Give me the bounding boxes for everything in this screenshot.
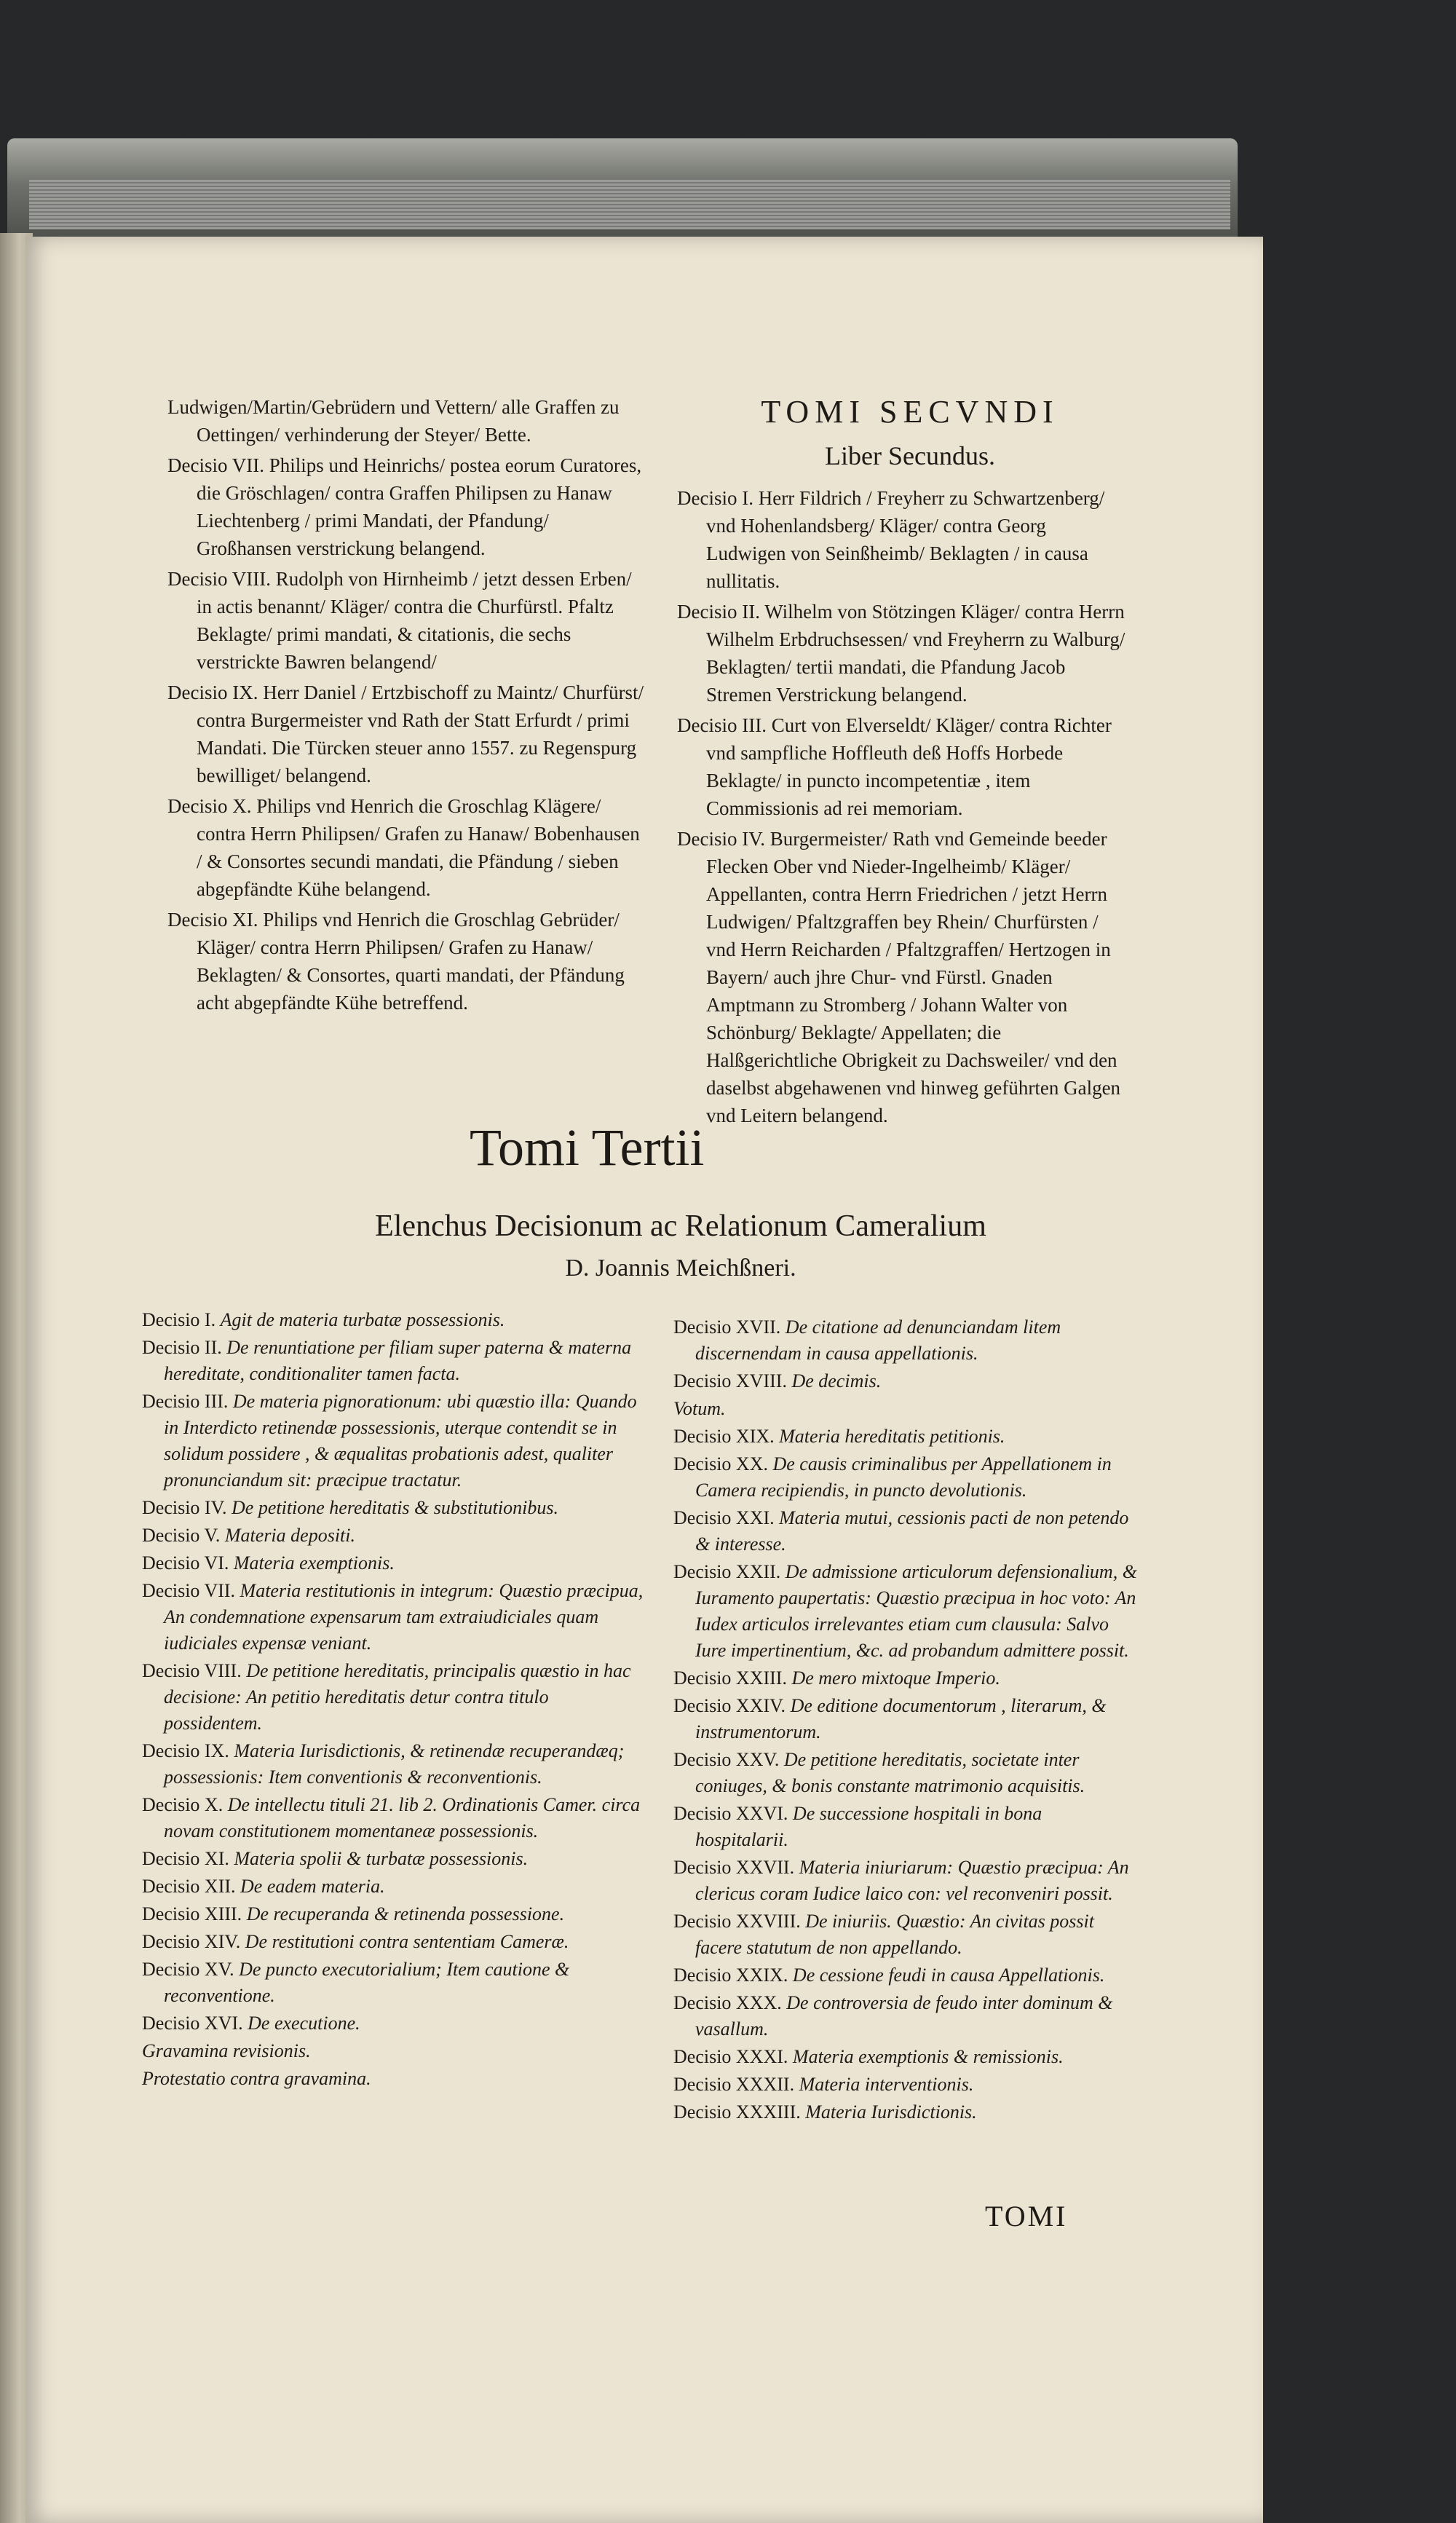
decisio-item: Decisio XXVIII. De iniuriis. Quæstio: An civitas possit facere statutum de non appellando. — [673, 1911, 1094, 1958]
decisio-item: Decisio III. De materia pignorationum: ubi quæstio illa: Quando in Interdicto retinendæ possessionis, uterque contendit se in solidum possidere , & æqualitas probationis adest, qualiter pronunciandum sit: præcipue tractatur. — [142, 1391, 637, 1490]
left-entry: Decisio IX. Herr Daniel / Ertzbischoff zu Maintz/ Churfürst/ contra Burgermeister vnd Rath der Statt Erfurdt / primi Mandati. Die Türcken steuer anno 1557. zu Regenspurg bewilliget/ belangend. — [167, 682, 644, 786]
decisio-item: Decisio I. Agit de materia turbatæ possessionis. — [142, 1309, 505, 1330]
left-entry: Decisio XI. Philips vnd Henrich die Groschlag Gebrüder/ Kläger/ contra Herrn Philipsen/ Grafen zu Hanaw/ Beklagten/ & Consortes, quarti mandati, der Pfändung acht abgepfändte Kühe betreffend. — [167, 909, 625, 1014]
decisio-item: Decisio XX. De causis criminalibus per Appellationem in Camera recipiendis, in puncto devolutionis. — [673, 1453, 1112, 1501]
decisio-item: Decisio XVIII. De decimis. — [673, 1370, 882, 1391]
decisio-item: Decisio XXVII. Materia iniuriarum: Quæstio præcipua: An clericus coram Iudice laico con: vel reconveniri possit. — [673, 1857, 1129, 1904]
decisio-item: Decisio V. Materia depositi. — [142, 1525, 355, 1546]
right-entry: Decisio IV. Burgermeister/ Rath vnd Gemeinde beeder Flecken Ober vnd Nieder-Ingelheimb/ Kläger/ Appellanten, contra Herrn Friedrichen / jetzt Herrn Ludwigen/ Pfaltzgraffen bey Rhein/ Churfürsten / vnd Herrn Reicharden / Pfaltzgraffen/ Hertzogen in Bayern/ auch jhre Chur- vnd Fürstl. Gnaden Amptmann zu Stromberg / Johann Walter von Schönburg/ Beklagte/ Appellaten; die Halßgerichtliche Obrigkeit zu Dachsweiler/ vnd den daselbst abgehawenen vnd hinweg geführten Galgen vnd Leitern belangend. — [677, 828, 1121, 1126]
left-column — [167, 393, 648, 1019]
decisio-item: Decisio XXXIII. Materia Iurisdictionis. — [673, 2101, 977, 2123]
page-edges — [29, 178, 1230, 229]
decisio-item: Decisio VIII. De petitione hereditatis, principalis quæstio in hac decisione: An petitio hereditatis detur contra titulo possidentem. — [142, 1660, 631, 1734]
decisio-item: Decisio IX. Materia Iurisdictionis, & retinendæ recuperandæq; possessionis: Item conventionis & reconventionis. — [142, 1740, 625, 1788]
liber-secundus-heading: Liber Secundus. — [825, 441, 995, 470]
decisio-item: Decisio XIX. Materia hereditatis petitionis. — [673, 1426, 1005, 1447]
right-entry: Decisio II. Wilhelm von Stötzingen Kläger/ contra Herrn Wilhelm Erbdruchsessen/ vnd Freyherrn zu Walburg/ Beklagten/ tertii mandati, die Pfandung Jacob Stremen Verstrickung belangend. — [677, 601, 1125, 706]
decisio-item: Decisio XVI. De executione. — [142, 2013, 360, 2034]
decisio-item: Decisio XXV. De petitione hereditatis, societate inter coniuges, & bonis constante matrimonio acquisitis. — [673, 1749, 1085, 1796]
decisio-item: Decisio IV. De petitione hereditatis & substitutionibus. — [142, 1497, 558, 1518]
decisio-item: Decisio XXIV. De editione documentorum , literarum, & instrumentorum. — [673, 1695, 1107, 1742]
decisio-item: Gravamina revisionis. — [142, 2040, 311, 2061]
decisio-item: Decisio XIII. De recuperanda & retinenda possessione. — [142, 1903, 565, 1924]
tomi-tertii-title: Tomi Tertii — [470, 1118, 705, 1177]
decisio-item: Decisio XXVI. De successione hospitali in bona hospitalarii. — [673, 1803, 1042, 1850]
tomi-secundi-heading: TOMI SECVNDI — [761, 394, 1059, 430]
left-entry: Decisio VII. Philips und Heinrichs/ postea eorum Curatores, die Gröschlagen/ contra Graffen Philipsen zu Hanaw Liechtenberg / primi Mandati, der Pfandung/ Großhansen verstrickung belangend. — [167, 454, 642, 559]
decisio-item: Decisio XV. De puncto executorialium; Item cautione & reconventione. — [142, 1959, 570, 2006]
left-entry: Ludwigen/Martin/Gebrüdern und Vettern/ alle Graffen zu Oettingen/ verhinderung der Steyer/ Bette. — [167, 396, 620, 446]
right-column — [677, 484, 1128, 1132]
decisio-item: Decisio XXIII. De mero mixtoque Imperio. — [673, 1667, 1000, 1689]
decisio-item: Decisio XI. Materia spolii & turbatæ possessionis. — [142, 1848, 529, 1869]
decisio-item: Decisio XXI. Materia mutui, cessionis pacti de non petendo & interesse. — [673, 1507, 1129, 1555]
decisio-item: Decisio VI. Materia exemptionis. — [142, 1552, 395, 1574]
book-top-edge — [7, 138, 1238, 240]
decisio-item: Decisio VII. Materia restitutionis in integrum: Quæstio præcipua, An condemnatione expensarum tam extraiudiciales quam iudiciales expensæ veniant. — [142, 1580, 644, 1654]
decisio-item: Votum. — [673, 1398, 726, 1419]
elenchus-heading: Elenchus Decisionum ac Relationum Cameralium — [375, 1209, 986, 1243]
left-entry: Decisio VIII. Rudolph von Hirnheimb / jetzt dessen Erben/ in actis benannt/ Kläger/ contra die Churfürstl. Pfaltz Beklagte/ primi mandati, & citationis, die sechs verstrickte Bawren belangend/ — [167, 568, 632, 673]
right-entry: Decisio I. Herr Fildrich / Freyherr zu Schwartzenberg/ vnd Hohenlandsberg/ Kläger/ contra Georg Ludwigen von Seinßheimb/ Beklagten / in causa nullitatis. — [677, 487, 1105, 592]
book-page — [25, 237, 1263, 2523]
decisio-item: Decisio XII. De eadem materia. — [142, 1876, 385, 1897]
decisio-item: Decisio XXXI. Materia exemptionis & remissionis. — [673, 2046, 1064, 2067]
decisio-item: Decisio XXXII. Materia interventionis. — [673, 2074, 974, 2095]
decisio-item: Protestatio contra gravamina. — [142, 2068, 371, 2089]
catchword: TOMI — [985, 2200, 1068, 2232]
decisio-item: Decisio II. De renuntiatione per filiam super paterna & materna hereditate, conditionaliter tamen facta. — [142, 1337, 632, 1384]
author-line: D. Joannis Meichßneri. — [565, 1255, 796, 1282]
lower-right-list — [673, 1314, 1139, 2127]
right-entry: Decisio III. Curt von Elverseldt/ Kläger/ contra Richter vnd sampfliche Hoffleuth deß Hoffs Horbede Beklagte/ in puncto incompetentiæ , item Commissionis ad rei memoriam. — [677, 714, 1112, 819]
left-entry: Decisio X. Philips vnd Henrich die Groschlag Klägere/ contra Herrn Philipsen/ Grafen zu Hanaw/ Bobenhausen / & Consortes secundi mandati, die Pfändung / sieben abgepfändte Kühe belangend. — [167, 795, 640, 900]
decisio-item: Decisio XIV. De restitutioni contra sententiam Cameræ. — [142, 1931, 569, 1952]
decisio-item: Decisio XVII. De citatione ad denunciandam litem discernendam in causa appellationis. — [673, 1316, 1061, 1364]
decisio-item: Decisio XXX. De controversia de feudo inter dominum & vasallum. — [673, 1992, 1113, 2040]
decisio-item: Decisio X. De intellectu tituli 21. lib 2. Ordinationis Camer. circa novam constitutionem momentaneæ possessionis. — [142, 1794, 641, 1841]
decisio-item: Decisio XXIX. De cessione feudi in causa Appellationis. — [673, 1965, 1105, 1986]
decisio-item: Decisio XXII. De admissione articulorum defensionalium, & Iuramento paupertatis: Quæstio præcipua in hoc voto: An Iudex articulos irrelevantes etiam cum clausula: Salvo Iure impertinentium, &c. ad probandum admittere possit. — [673, 1561, 1137, 1661]
lower-left-list — [142, 1307, 644, 2093]
